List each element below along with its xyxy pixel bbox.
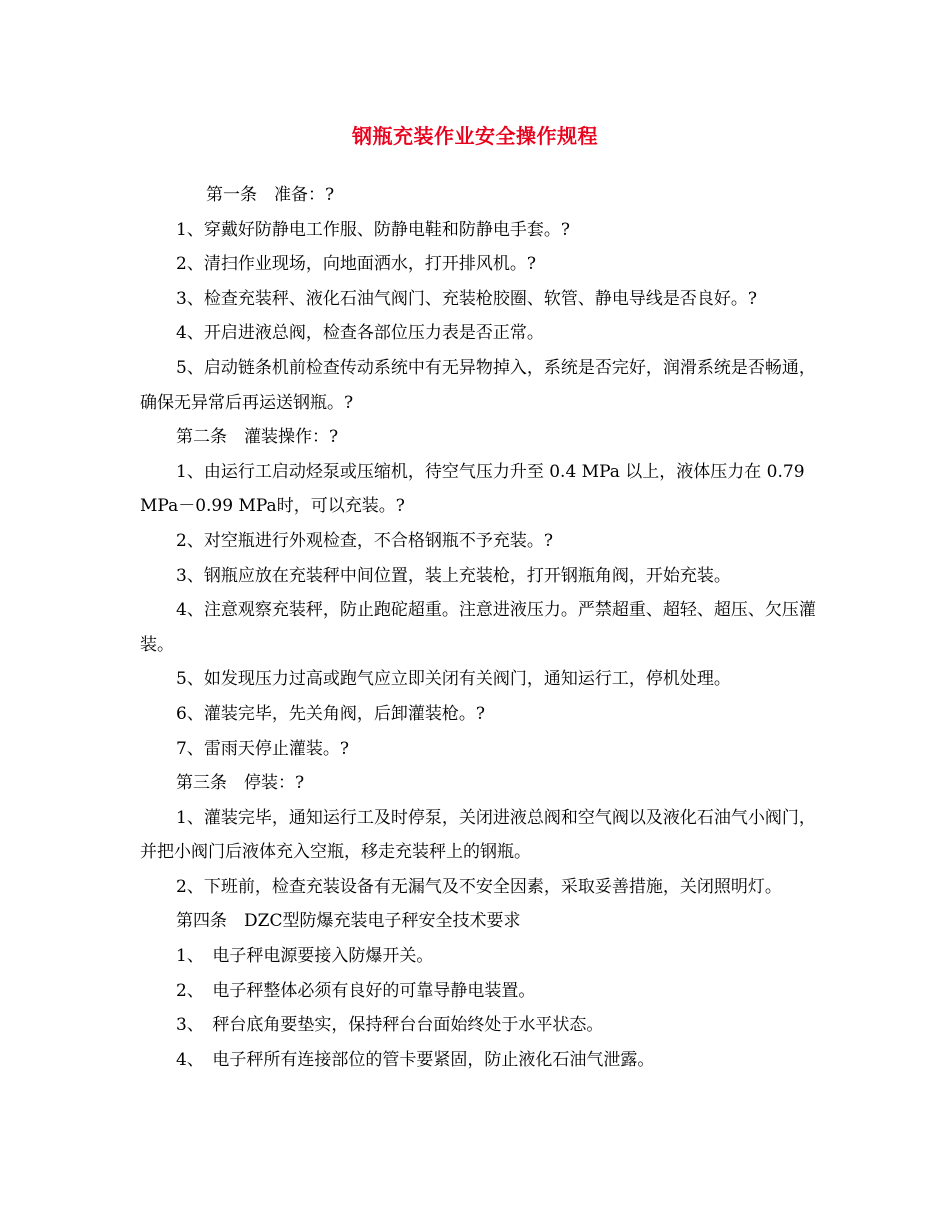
document-title: 钢瓶充装作业安全操作规程 <box>352 124 598 148</box>
paragraph: 1、由运行工启动烃泵或压缩机，待空气压力升至 0.4 MPa 以上，液体压力在 0.79MPa－0.99 MPa时，可以充装。? <box>140 461 805 517</box>
paragraph: 3、钢瓶应放在充装秤中间位置，装上充装枪，打开钢瓶角阀，开始充装。 <box>176 565 731 586</box>
paragraph: 7、雷雨天停止灌装。? <box>176 738 349 759</box>
paragraph: 6、灌装完毕，先关角阀，后卸灌装枪。? <box>176 703 485 724</box>
paragraph: 4、开启进液总阀，检查各部位压力表是否正常。 <box>176 323 544 344</box>
paragraph: 2、清扫作业现场，向地面洒水，打开排风机。? <box>176 254 536 275</box>
paragraph: 1、穿戴好防静电工作服、防静电鞋和防静电手套。? <box>176 219 570 240</box>
paragraph: 1、灌装完毕，通知运行工及时停泵，关闭进液总阀和空气阀以及液化石油气小阀门，并把小阀门后液体充入空瓶，移走充装秤上的钢瓶。 <box>140 807 816 863</box>
paragraph: 3、 秤台底角要垫实，保持秤台台面始终处于水平状态。 <box>176 1015 604 1036</box>
paragraph: 4、 电子秤所有连接部位的管卡要紧固，防止液化石油气泄露。 <box>176 1049 655 1070</box>
document-body <box>140 178 820 1077</box>
paragraph: 2、 电子秤整体必须有良好的可靠导静电装置。 <box>176 980 536 1001</box>
paragraph-article-4-heading: 第四条 DZC型防爆充装电子秤安全技术要求 <box>176 911 521 932</box>
paragraph-article-2-heading: 第二条 灌装操作：? <box>176 427 339 448</box>
paragraph: 2、对空瓶进行外观检查，不合格钢瓶不予充装。? <box>176 530 553 551</box>
paragraph: 5、启动链条机前检查传动系统中有无异物掉入，系统是否完好，润滑系统是否畅通，确保无异常后再运送钢瓶。? <box>140 357 816 413</box>
paragraph: 2、下班前，检查充装设备有无漏气及不安全因素，采取妥善措施，关闭照明灯。 <box>176 876 782 897</box>
paragraph: 3、检查充装秤、液化石油气阀门、充装枪胶圈、软管、静电导线是否良好。? <box>176 288 757 309</box>
paragraph: 1、 电子秤电源要接入防爆开关。 <box>176 946 434 967</box>
paragraph-article-3-heading: 第三条 停装：? <box>176 773 305 794</box>
paragraph: 5、如发现压力过高或跑气应立即关闭有关阀门，通知运行工，停机处理。 <box>176 669 731 690</box>
paragraph-article-1-heading: 第一条 准备：? <box>206 185 335 205</box>
paragraph: 4、注意观察充装秤，防止跑砣超重。注意进液压力。严禁超重、超轻、超压、欠压灌装。 <box>140 600 816 655</box>
